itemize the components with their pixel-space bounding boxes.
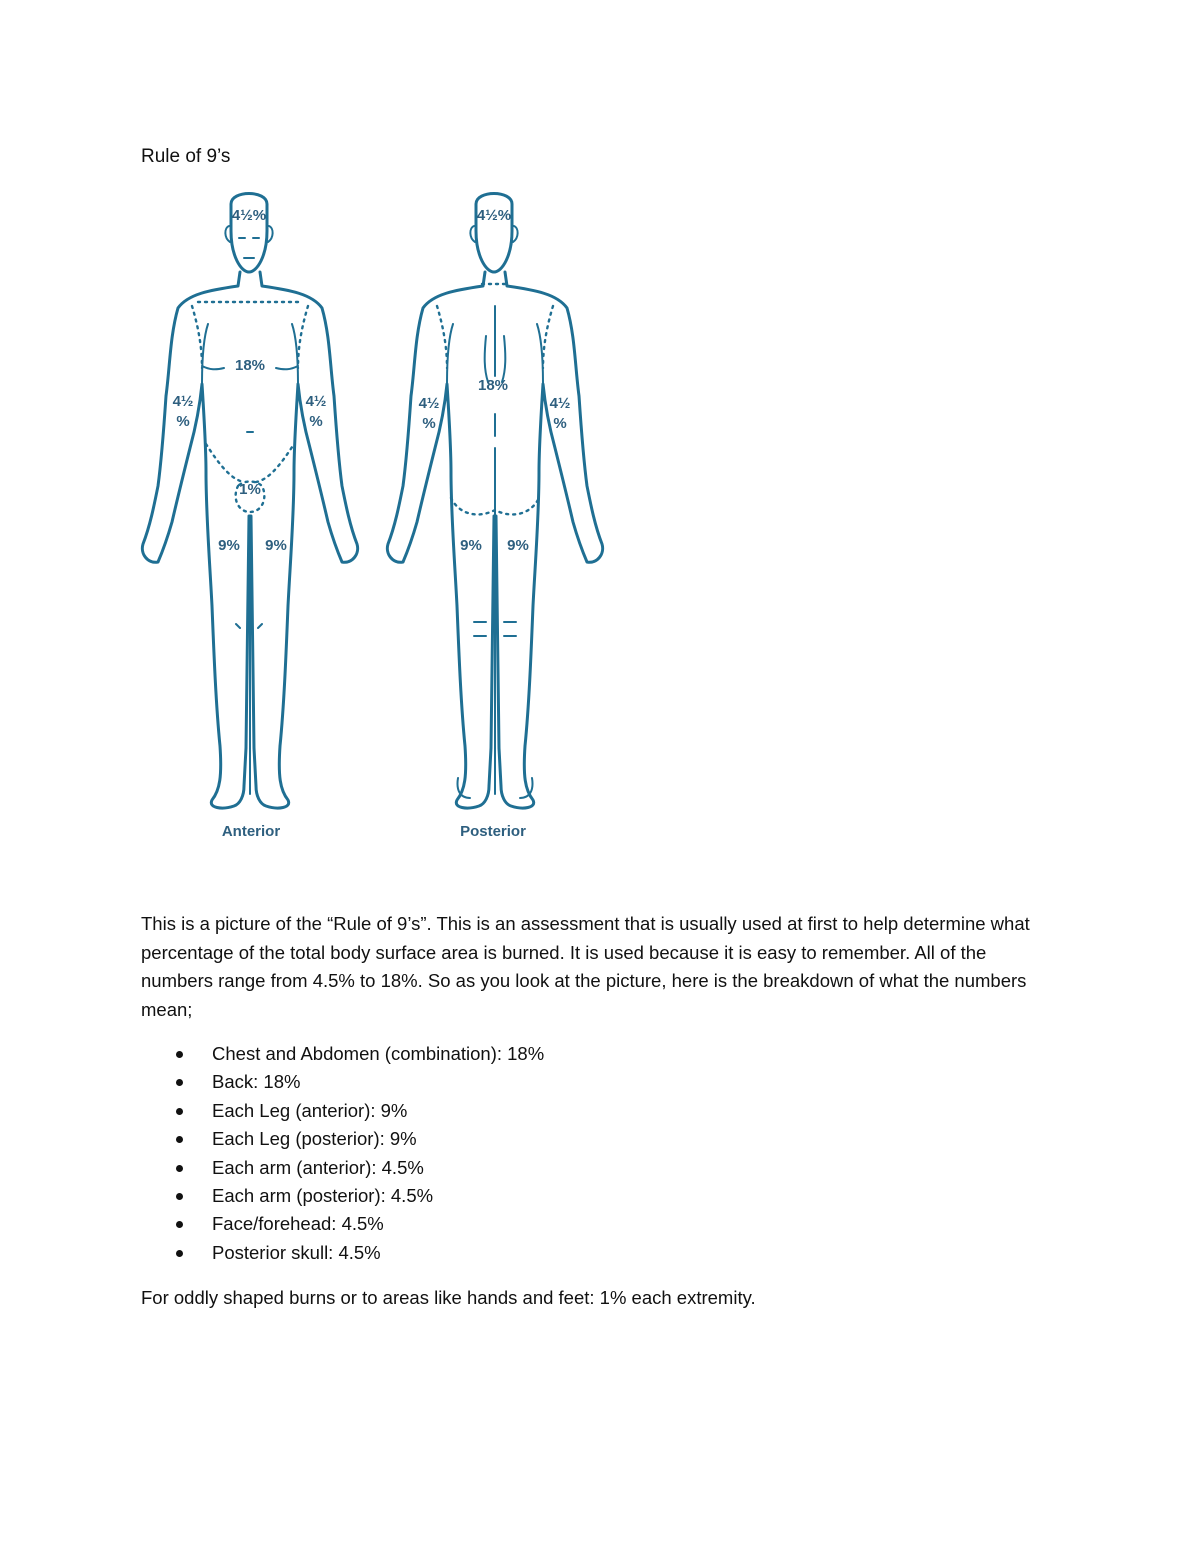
breakdown-list	[141, 1040, 941, 1267]
anterior-shoulder-left	[192, 306, 202, 368]
posterior-arm-right-label: 4½	[549, 395, 571, 412]
anterior-hip-border	[206, 444, 294, 482]
anterior-arm-right-label: 4½	[305, 393, 327, 410]
anterior-arm-left-pct: %	[176, 413, 190, 430]
anterior-torso-left	[202, 324, 208, 384]
anterior-ear-right	[268, 226, 273, 242]
anterior-head-label: 4½%	[231, 207, 267, 224]
rule-of-nines-figure	[140, 186, 610, 848]
list-item: Face/forehead: 4.5%	[141, 1210, 941, 1238]
anterior-leg-left-label: 9%	[218, 537, 240, 554]
page-title: Rule of 9’s	[141, 146, 231, 167]
posterior-arm-left-label: 4½	[418, 395, 440, 412]
posterior-leg-left-label: 9%	[460, 537, 482, 554]
list-item: Each arm (anterior): 4.5%	[141, 1154, 941, 1182]
anterior-torso-right	[292, 324, 298, 384]
anterior-figure	[142, 194, 357, 841]
posterior-arm-right-pct: %	[553, 415, 567, 432]
anterior-ear-left	[225, 226, 230, 242]
intro-paragraph: This is a picture of the “Rule of 9’s”. This is an assessment that is usually used at first to help determine what percentage of the total body surface area is burned. It is used because it is easy to remember. All of the numbers range from 4.5% to 18%. So as you look at the picture, here is the breakdown of what the numbers mean;	[141, 913, 1030, 1021]
list-item: Chest and Abdomen (combination): 18%	[141, 1040, 941, 1068]
posterior-torso-label: 18%	[477, 377, 509, 394]
posterior-shoulder-right	[543, 306, 553, 368]
posterior-arm-left-pct: %	[422, 415, 436, 432]
posterior-head-label: 4½%	[476, 207, 512, 224]
anterior-arm-right-pct: %	[309, 413, 323, 430]
anterior-groin-label: 1%	[239, 481, 261, 498]
list-item: Back: 18%	[141, 1068, 941, 1096]
posterior-leg-right-label: 9%	[507, 537, 529, 554]
posterior-torso-right	[537, 324, 543, 384]
list-item: Each Leg (anterior): 9%	[141, 1097, 941, 1125]
anterior-head-outline	[231, 194, 267, 273]
body-diagram	[140, 186, 610, 848]
anterior-arm-left-label: 4½	[172, 393, 194, 410]
list-item: Each Leg (posterior): 9%	[141, 1125, 941, 1153]
footer-note: For oddly shaped burns or to areas like hands and feet: 1% each extremity.	[141, 1287, 756, 1308]
anterior-caption: Anterior	[221, 823, 281, 840]
posterior-ear-left	[470, 226, 475, 242]
posterior-torso-left	[447, 324, 453, 384]
list-item: Posterior skull: 4.5%	[141, 1239, 941, 1267]
anterior-shoulder-right	[298, 306, 308, 368]
posterior-head-outline	[476, 194, 512, 273]
posterior-caption: Posterior	[460, 823, 526, 840]
posterior-ear-right	[513, 226, 518, 242]
anterior-torso-label: 18%	[234, 357, 266, 374]
posterior-shoulder-left	[437, 306, 447, 368]
anterior-leg-right-label: 9%	[265, 537, 287, 554]
posterior-figure	[387, 194, 602, 841]
list-item: Each arm (posterior): 4.5%	[141, 1182, 941, 1210]
